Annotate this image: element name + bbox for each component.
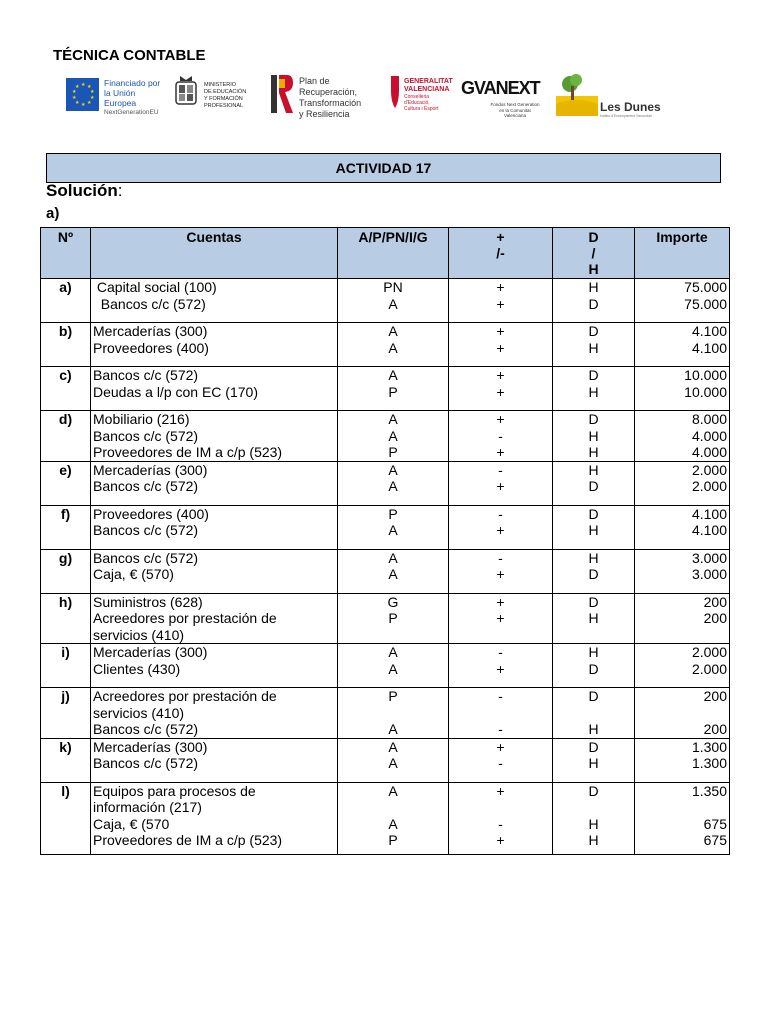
amount-line: [637, 705, 727, 722]
amount-line: 200: [703, 688, 727, 704]
row-letter: i): [41, 644, 91, 688]
amount-cell: [635, 411, 730, 462]
dh-line: D: [588, 295, 599, 312]
row-letter: f): [41, 505, 91, 549]
sign-line: -: [498, 427, 503, 444]
dh-line: D: [588, 566, 599, 582]
amount-cell: [635, 782, 730, 854]
account-line: servicios (410): [93, 704, 185, 721]
type-line: A: [388, 367, 398, 383]
account-line: Bancos c/c (572): [93, 522, 199, 538]
type-line: A: [388, 738, 398, 755]
amount-line: 4.000: [691, 444, 727, 460]
header-sign-line: /-: [496, 245, 505, 261]
table-row: [41, 644, 730, 688]
header-cuentas: Cuentas: [91, 228, 338, 279]
dh-line: H: [588, 549, 599, 566]
svg-text:★: ★: [75, 100, 80, 106]
account-cell: [91, 367, 338, 411]
account-line: Bancos c/c (572): [93, 478, 199, 494]
ministerio-logo: [174, 72, 269, 120]
dh-cell: [553, 549, 635, 593]
dh-line: D: [588, 478, 599, 494]
svg-text:★: ★: [90, 95, 95, 101]
amount-line: 1.350: [691, 782, 727, 799]
amount-cell: [635, 549, 730, 593]
type-cell: [338, 367, 449, 411]
type-line: A: [388, 295, 398, 312]
plan-recuperacion-logo: [271, 72, 381, 120]
account-line: Caja, € (570: [93, 815, 170, 832]
lesdunes-sub: Institut d'Ensenyament Secundari: [600, 114, 653, 118]
logo-strip: [66, 72, 661, 120]
account-cell: [91, 688, 338, 739]
header-sign: [449, 228, 553, 279]
amount-cell: [635, 279, 730, 323]
eu-logo-line3: NextGenerationEU: [104, 109, 159, 116]
sign-line: +: [496, 323, 505, 339]
header-dh-line: /: [591, 245, 596, 261]
header-importe: Importe: [635, 228, 730, 279]
table-row: [41, 411, 730, 462]
journal-table: [40, 227, 730, 855]
table-row: [41, 505, 730, 549]
sign-line: +: [496, 738, 505, 755]
generalitat-line4: Cultura i Esport: [404, 106, 439, 112]
dh-line: H: [588, 815, 599, 832]
account-line: Acreedores por prestación de: [93, 610, 277, 626]
coat-of-arms-icon: [174, 74, 198, 110]
account-line: Clientes (430): [93, 660, 181, 677]
sign-cell: [449, 461, 553, 505]
amount-cell: [635, 323, 730, 367]
dh-line: D: [588, 323, 599, 339]
amount-line: 10.000: [684, 383, 727, 400]
amount-line: 200: [703, 593, 727, 610]
svg-text:★: ★: [87, 100, 92, 106]
type-cell: [338, 279, 449, 323]
dh-line: H: [588, 721, 599, 737]
type-line: A: [388, 549, 398, 566]
header-num: Nº: [41, 228, 91, 279]
account-cell: [91, 782, 338, 854]
eu-flag-icon: [66, 78, 99, 111]
sign-line: +: [496, 411, 505, 427]
sign-line: -: [498, 461, 503, 478]
amount-cell: [635, 505, 730, 549]
sign-line: -: [498, 721, 503, 737]
amount-cell: [635, 738, 730, 782]
account-cell: [91, 505, 338, 549]
svg-text:★: ★: [81, 82, 86, 88]
svg-text:★: ★: [75, 84, 80, 90]
solution-heading-text: Solución: [46, 181, 118, 200]
dh-line: H: [588, 644, 599, 660]
dh-line: D: [588, 782, 599, 799]
amount-cell: [635, 593, 730, 644]
type-cell: [338, 593, 449, 644]
ministerio-line2: DE EDUCACIÓN: [204, 89, 247, 95]
sign-cell: [449, 644, 553, 688]
row-letter: e): [41, 461, 91, 505]
sign-line: [451, 799, 550, 816]
account-cell: [91, 279, 338, 323]
sign-line: [451, 627, 550, 644]
amount-line: [637, 627, 727, 644]
account-line: Suministros (628): [93, 593, 203, 610]
lesdunes-name: Les Dunes: [600, 100, 661, 114]
account-line: Bancos c/c (572): [93, 295, 206, 312]
sign-line: +: [496, 295, 505, 312]
account-line: Bancos c/c (572): [93, 549, 199, 566]
table-header-row: [41, 228, 730, 279]
dh-line: H: [588, 522, 599, 538]
type-line: A: [388, 461, 398, 478]
type-line: P: [388, 505, 398, 522]
row-letter: b): [41, 323, 91, 367]
header-sign-line: +: [496, 229, 505, 245]
dh-line: D: [588, 688, 599, 704]
dh-cell: [553, 688, 635, 739]
account-line: Bancos c/c (572): [93, 367, 199, 383]
account-line: Bancos c/c (572): [93, 427, 199, 444]
amount-line: 10.000: [684, 367, 727, 383]
header-dh-line: D: [588, 229, 599, 245]
dh-line: D: [588, 367, 599, 383]
sign-cell: [449, 279, 553, 323]
row-letter: k): [41, 738, 91, 782]
row-letter: c): [41, 367, 91, 411]
sign-cell: [449, 549, 553, 593]
sign-line: [451, 705, 550, 722]
type-line: P: [388, 444, 398, 460]
table-row: [41, 738, 730, 782]
plan-line2: Transformación: [299, 98, 362, 108]
type-line: A: [388, 566, 398, 582]
sign-line: -: [498, 549, 503, 566]
account-cell: [91, 593, 338, 644]
amount-cell: [635, 461, 730, 505]
table-row: [41, 367, 730, 411]
account-line: Caja, € (570): [93, 566, 174, 582]
header-apnig: A/P/PN/I/G: [338, 228, 449, 279]
account-line: Mercaderías (300): [93, 323, 208, 339]
dh-cell: [553, 644, 635, 688]
generalitat-line1: GENERALITAT: [404, 78, 453, 85]
dh-line: H: [588, 383, 599, 400]
dh-cell: [553, 738, 635, 782]
dh-cell: [553, 505, 635, 549]
dh-cell: [553, 461, 635, 505]
amount-line: 75.000: [684, 279, 727, 295]
dh-line: H: [588, 755, 599, 771]
type-line: G: [387, 593, 399, 610]
type-line: A: [388, 339, 398, 356]
amount-line: 1.300: [691, 755, 727, 771]
type-line: A: [388, 755, 398, 771]
dh-line: D: [588, 593, 599, 610]
amount-line: [637, 799, 727, 816]
row-letter: h): [41, 593, 91, 644]
sign-line: +: [496, 782, 505, 799]
generalitat-line3: Conselleria d'Educació,: [404, 94, 430, 106]
dh-line: D: [588, 411, 599, 427]
dh-line: D: [588, 738, 599, 755]
amount-line: 75.000: [684, 295, 727, 312]
gvanext-name: GVANEXT: [461, 78, 540, 98]
sign-cell: [449, 738, 553, 782]
svg-text:★: ★: [90, 89, 95, 95]
type-cell: [338, 323, 449, 367]
sign-line: +: [496, 339, 505, 356]
account-line: Mercaderías (300): [93, 644, 208, 660]
ministerio-line3: Y FORMACIÓN PROFESIONAL: [204, 96, 244, 109]
row-letter: d): [41, 411, 91, 462]
amount-line: 2.000: [691, 461, 727, 478]
part-label: a): [46, 205, 60, 222]
generalitat-icon: [388, 74, 402, 110]
sign-line: +: [496, 522, 505, 538]
sign-line: +: [496, 593, 505, 610]
type-cell: [338, 738, 449, 782]
solution-heading-colon: :: [117, 181, 123, 200]
amount-line: 2.000: [691, 644, 727, 660]
dh-line: H: [588, 461, 599, 478]
dh-line: H: [588, 339, 599, 356]
type-line: PN: [383, 279, 403, 295]
type-line: A: [388, 644, 398, 660]
type-line: A: [388, 721, 398, 737]
amount-line: 4.100: [691, 323, 727, 339]
account-line: servicios (410): [93, 626, 185, 643]
type-line: A: [388, 522, 398, 538]
amount-cell: [635, 688, 730, 739]
account-line: Capital social (100): [93, 279, 217, 295]
type-line: P: [388, 688, 398, 704]
type-cell: [338, 688, 449, 739]
account-cell: [91, 461, 338, 505]
account-line: Bancos c/c (572): [93, 755, 199, 771]
svg-text:★: ★: [72, 89, 77, 95]
amount-line: 675: [703, 832, 727, 848]
type-line: A: [388, 411, 398, 427]
gvanext-line1: Fondos Next Generation: [490, 102, 540, 107]
account-line: Proveedores (400): [93, 505, 209, 522]
sign-line: +: [496, 279, 505, 295]
sign-cell: [449, 688, 553, 739]
account-line: Proveedores de IM a c/p (523): [93, 832, 283, 848]
dh-cell: [553, 782, 635, 854]
generalitat-line2: VALENCIANA: [404, 86, 450, 93]
sign-line: +: [496, 832, 505, 848]
row-letter: l): [41, 782, 91, 854]
type-line: A: [388, 478, 398, 494]
eu-logo: [66, 72, 166, 120]
eu-logo-line2: la Unión Europea: [104, 88, 137, 108]
account-cell: [91, 738, 338, 782]
eu-logo-line1: Financiado por: [104, 78, 161, 88]
svg-text:★: ★: [81, 102, 86, 108]
account-cell: [91, 323, 338, 367]
dh-line: [555, 627, 632, 644]
solution-heading: [46, 181, 123, 201]
gvanext-logo: [461, 72, 541, 120]
row-letter: j): [41, 688, 91, 739]
sign-line: -: [498, 644, 503, 660]
account-line: Acreedores por prestación de: [93, 688, 277, 704]
sign-cell: [449, 323, 553, 367]
row-letter: a): [41, 279, 91, 323]
account-cell: [91, 549, 338, 593]
account-line: Proveedores (400): [93, 339, 209, 356]
header-dh-line: H: [588, 261, 599, 277]
table-row: [41, 279, 730, 323]
dh-cell: [553, 411, 635, 462]
dh-line: H: [588, 832, 599, 848]
type-cell: [338, 505, 449, 549]
amount-line: 2.000: [691, 478, 727, 494]
dh-cell: [553, 593, 635, 644]
dh-cell: [553, 367, 635, 411]
sign-line: +: [496, 444, 505, 460]
sign-line: -: [498, 688, 503, 704]
account-line: Mercaderías (300): [93, 461, 208, 478]
table-row: [41, 549, 730, 593]
prtr-icon: [271, 75, 293, 113]
amount-line: 8.000: [691, 411, 727, 427]
account-line: Proveedores de IM a c/p (523): [93, 444, 283, 460]
svg-text:★: ★: [72, 95, 77, 101]
type-line: [340, 705, 446, 722]
type-cell: [338, 461, 449, 505]
dh-line: [555, 799, 632, 816]
plan-line3: y Resiliencia: [299, 109, 350, 119]
type-line: P: [388, 610, 398, 626]
account-line: Mobiliario (216): [93, 411, 190, 427]
amount-line: 4.000: [691, 427, 727, 444]
dh-line: H: [588, 444, 599, 460]
generalitat-logo: [388, 72, 453, 120]
sign-line: +: [496, 566, 505, 582]
account-line: Bancos c/c (572): [93, 721, 199, 737]
sign-cell: [449, 593, 553, 644]
dh-line: D: [588, 660, 599, 677]
amount-line: 200: [703, 610, 727, 626]
dh-line: H: [588, 279, 599, 295]
sign-line: +: [496, 367, 505, 383]
type-line: A: [388, 323, 398, 339]
amount-line: 675: [703, 815, 727, 832]
amount-line: 2.000: [691, 660, 727, 677]
type-line: P: [388, 383, 398, 400]
dh-cell: [553, 323, 635, 367]
dh-line: H: [588, 427, 599, 444]
table-row: [41, 323, 730, 367]
type-line: P: [388, 832, 398, 848]
amount-line: 4.100: [691, 339, 727, 356]
row-letter: g): [41, 549, 91, 593]
account-line: Deudas a l/p con EC (170): [93, 383, 258, 400]
sign-line: -: [498, 815, 503, 832]
type-cell: [338, 549, 449, 593]
account-line: Mercaderías (300): [93, 738, 208, 755]
amount-line: 3.000: [691, 566, 727, 582]
type-cell: [338, 411, 449, 462]
type-line: [340, 799, 446, 816]
sign-cell: [449, 782, 553, 854]
amount-line: 3.000: [691, 549, 727, 566]
sign-line: -: [498, 755, 503, 771]
amount-cell: [635, 367, 730, 411]
sign-cell: [449, 505, 553, 549]
header-dh: [553, 228, 635, 279]
table-row: [41, 461, 730, 505]
account-line: información (217): [93, 799, 202, 815]
journal-body: [41, 279, 730, 855]
type-line: A: [388, 427, 398, 444]
dh-line: H: [588, 610, 599, 626]
sign-line: -: [498, 505, 503, 522]
sign-line: +: [496, 383, 505, 400]
type-line: A: [388, 782, 398, 799]
type-line: A: [388, 815, 398, 832]
account-cell: [91, 644, 338, 688]
amount-cell: [635, 644, 730, 688]
activity-title: ACTIVIDAD 17: [46, 153, 721, 183]
table-row: [41, 688, 730, 739]
account-cell: [91, 411, 338, 462]
dh-line: D: [588, 505, 599, 522]
dh-cell: [553, 279, 635, 323]
type-cell: [338, 644, 449, 688]
gvanext-line2: en la Comunitat Valenciana: [499, 107, 531, 118]
type-cell: [338, 782, 449, 854]
sign-cell: [449, 367, 553, 411]
amount-line: 4.100: [691, 505, 727, 522]
amount-line: 200: [703, 721, 727, 737]
amount-line: 1.300: [691, 738, 727, 755]
table-row: [41, 782, 730, 854]
type-line: [340, 627, 446, 644]
lesdunes-logo: [556, 72, 661, 120]
type-line: A: [388, 660, 398, 677]
ministerio-line1: MINISTERIO: [204, 82, 237, 88]
sign-line: +: [496, 610, 505, 626]
account-line: Equipos para procesos de: [93, 782, 256, 799]
amount-line: 4.100: [691, 522, 727, 538]
plan-line1: Plan de Recuperación,: [299, 76, 358, 97]
lesdunes-tree-icon: [556, 74, 598, 116]
sign-line: +: [496, 478, 505, 494]
svg-text:★: ★: [87, 84, 92, 90]
dh-line: [555, 705, 632, 722]
sign-cell: [449, 411, 553, 462]
document-title: TÉCNICA CONTABLE: [53, 47, 206, 64]
table-row: [41, 593, 730, 644]
sign-line: +: [496, 660, 505, 677]
